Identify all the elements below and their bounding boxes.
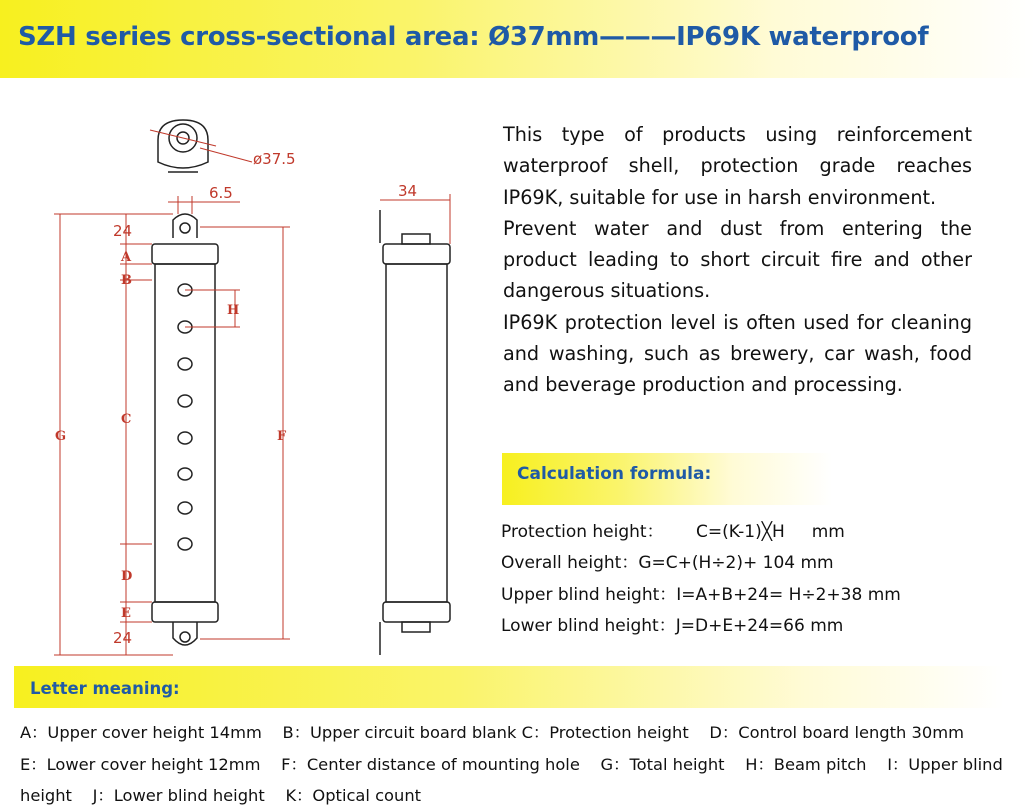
dim-hole-offset: 6.5 bbox=[209, 184, 233, 202]
technical-drawing bbox=[40, 110, 470, 660]
product-description bbox=[503, 119, 972, 401]
dim-diameter: ø37.5 bbox=[253, 150, 296, 168]
front-view bbox=[152, 214, 218, 645]
formula-lower-blind-height: Lower blind height：J=D+E+24=66 mm bbox=[501, 616, 844, 636]
formula-protection-height: Protection height： C=(K-1)╳H mm bbox=[501, 522, 845, 542]
side-view bbox=[380, 210, 450, 655]
letter-e: E bbox=[121, 606, 131, 621]
letter-item-i: I：Upper blind height bbox=[20, 754, 1003, 805]
letter-item-g: G：Total height bbox=[600, 754, 725, 774]
letter-item-j: J：Lower blind height bbox=[92, 786, 265, 805]
letter-item-h: H：Beam pitch bbox=[745, 754, 867, 774]
description-paragraph: This type of products using reinforcement waterproof shell, protection grade reaches IP69K, suitable for use in harsh environment. bbox=[503, 123, 972, 209]
letter-h: H bbox=[227, 303, 240, 318]
description-paragraph: Prevent water and dust from entering the product leading to short circuit fire and other dangerous situations. bbox=[503, 216, 972, 303]
letter-g: G bbox=[55, 429, 67, 444]
letter-item-k: K：Optical count bbox=[285, 786, 422, 805]
page-title: SZH series cross-sectional area: Ø37mm———IP69K waterproof bbox=[18, 22, 929, 52]
letter-meaning-title: Letter meaning: bbox=[30, 679, 180, 698]
letter-a: A bbox=[121, 250, 132, 265]
dim-bottom: 24 bbox=[113, 629, 133, 647]
letter-d: D bbox=[121, 569, 133, 584]
letter-item-f: F：Center distance of mounting hole bbox=[281, 754, 580, 774]
formula-overall-height: Overall height：G=C+(H÷2)+ 104 mm bbox=[501, 553, 834, 573]
dim-top: 24 bbox=[113, 222, 133, 240]
letter-item-e: E：Lower cover height 12mm bbox=[20, 754, 261, 774]
formula-upper-blind-height: Upper blind height：I=A+B+24= H÷2+38 mm bbox=[501, 585, 901, 605]
calculation-title: Calculation formula: bbox=[517, 464, 712, 484]
letter-b: B bbox=[121, 273, 132, 288]
letter-f: F bbox=[277, 429, 287, 444]
letter-item-a: A：Upper cover height 14mm bbox=[20, 723, 262, 742]
description-paragraph: IP69K protection level is often used for cleaning and washing, such as brewery, car wash, food and beverage production and processing. bbox=[503, 310, 972, 397]
letter-item-c: C：Protection height bbox=[521, 723, 689, 742]
letter-item-b: B：Upper circuit board blank bbox=[282, 723, 517, 742]
letter-meaning-list bbox=[20, 717, 1030, 812]
letter-c: C bbox=[121, 412, 132, 427]
top-view-section bbox=[150, 120, 252, 172]
dim-width: 34 bbox=[398, 182, 418, 200]
letter-item-d: D：Control board length 30mm bbox=[709, 723, 964, 742]
